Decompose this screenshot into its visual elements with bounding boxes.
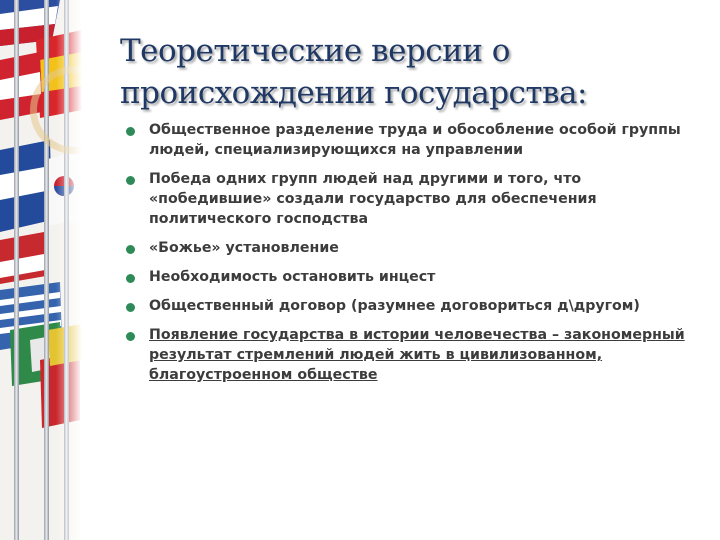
- bullet-item-link[interactable]: [126, 325, 686, 385]
- bullet-text: «Божье» установление: [149, 240, 339, 256]
- bullet-text: Победа одних групп людей над другими и того, что «победившие» создали государство для обеспечения политического господства: [149, 171, 597, 227]
- bullet-dot-icon: [126, 332, 135, 341]
- bullet-text: Общественный договор (разумнее договориться д\другом): [149, 298, 640, 314]
- bullet-list: [126, 120, 686, 394]
- fade-edge: [56, 0, 82, 540]
- bullet-item: [126, 169, 686, 229]
- bullet-item: [126, 238, 686, 258]
- flag-pole: [14, 0, 19, 540]
- bullet-dot-icon: [126, 176, 135, 185]
- bullet-link-text[interactable]: Появление государства в истории человечества – закономерный результат стремлений людей жить в цивилизованном, благоустроенном обществе: [149, 327, 685, 383]
- bullet-text: Необходимость остановить инцест: [149, 269, 436, 285]
- bullet-dot-icon: [126, 245, 135, 254]
- slide-title: Теоретические версии о происхождении государства:: [120, 33, 587, 111]
- bullet-item: [126, 267, 686, 287]
- bullet-item: [126, 120, 686, 160]
- bullet-dot-icon: [126, 303, 135, 312]
- bullet-item: [126, 296, 686, 316]
- bullet-text: Общественное разделение труда и обособление особой группы людей, специализирующихся на управлении: [149, 122, 681, 158]
- bullet-dot-icon: [126, 127, 135, 136]
- flags-decoration: [0, 0, 82, 540]
- bullet-dot-icon: [126, 274, 135, 283]
